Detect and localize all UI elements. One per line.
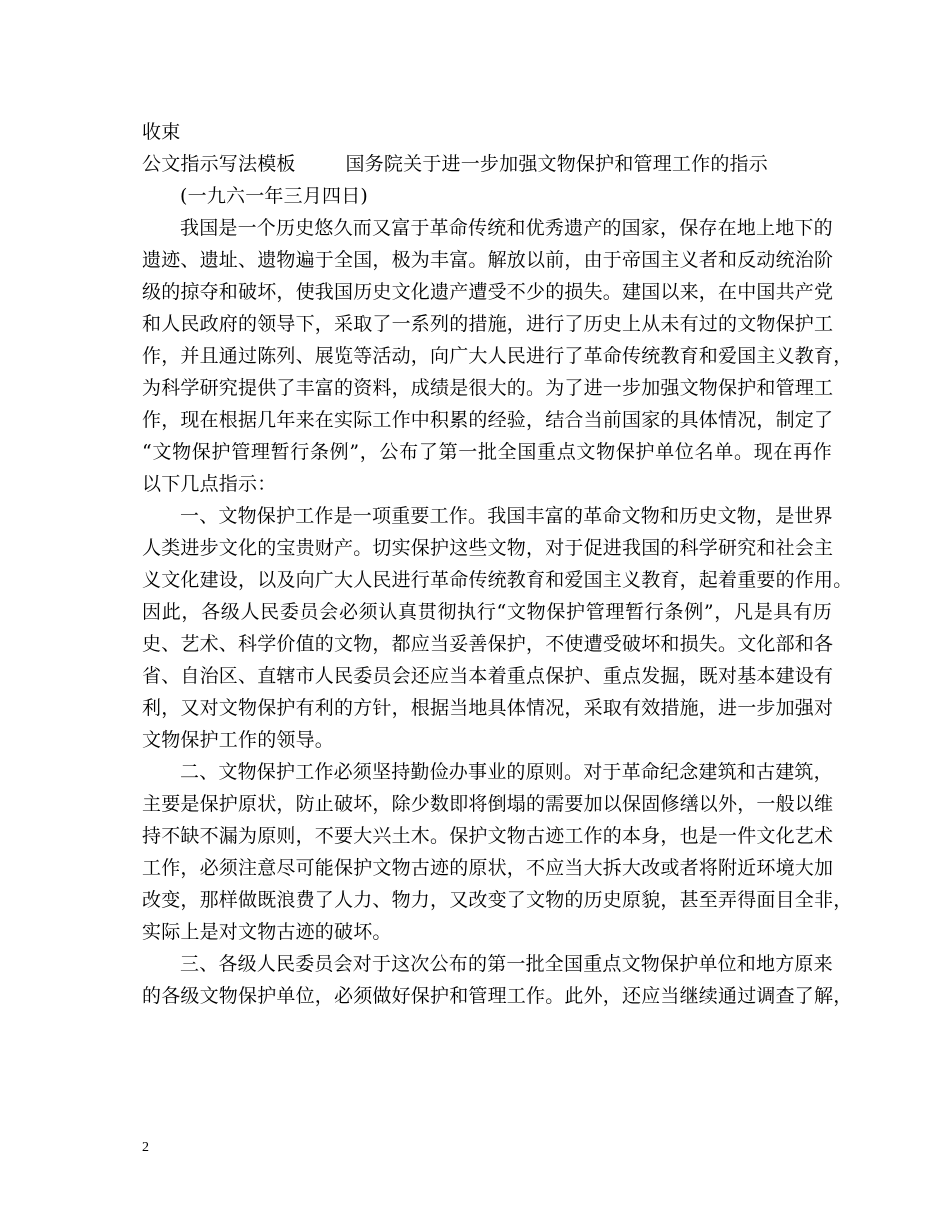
paragraph-line: 因此，各级人民委员会必须认真贯彻执行“文物保护管理暂行条例”，凡是具有历: [142, 601, 832, 623]
paragraph-line: 三、各级人民委员会对于这次公布的第一批全国重点文物保护单位和地方原来: [180, 953, 833, 975]
paragraph-line: 省、自治区、直辖市人民委员会还应当本着重点保护、重点发掘，既对基本建设有: [142, 665, 834, 687]
paragraph-line: 作，并且通过陈列、展览等活动，向广大人民进行了革命传统教育和爱国主义教育，: [142, 345, 853, 367]
paragraph-line: “文物保护管理暂行条例”，公布了第一批全国重点文物保护单位名单。现在再作: [142, 441, 832, 463]
document-date: (一九六一年三月四日): [180, 185, 369, 207]
paragraph-line: 史、艺术、科学价值的文物，都应当妥善保护，不使遭受破坏和损失。文化部和各: [142, 633, 834, 655]
paragraph-line: 主要是保护原状，防止破坏，除少数即将倒塌的需要加以保固修缮以外，一般以维: [142, 793, 834, 815]
paragraph-line: 利，又对文物保护有利的方针，根据当地具体情况，采取有效措施，进一步加强对: [142, 697, 834, 719]
paragraph-line: 人类进步文化的宝贵财产。切实保护这些文物，对于促进我国的科学研究和社会主: [142, 537, 834, 559]
paragraph-line: 和人民政府的领导下，采取了一系列的措施，进行了历史上从未有过的文物保护工: [142, 313, 834, 335]
paragraph-line: 工作，必须注意尽可能保护文物古迹的原状，不应当大拆大改或者将附近环境大加: [142, 857, 834, 879]
paragraph-line: 一、文物保护工作是一项重要工作。我国丰富的革命文物和历史文物，是世界: [180, 505, 833, 527]
paragraph-line: 改变，那样做既浪费了人力、物力，又改变了文物的历史原貌，甚至弄得面目全非，: [142, 889, 853, 911]
paragraph-line: 为科学研究提供了丰富的资料，成绩是很大的。为了进一步加强文物保护和管理工: [142, 377, 834, 399]
page-number: 2: [142, 1140, 149, 1155]
paragraph-line: 二、文物保护工作必须坚持勤俭办事业的原则。对于革命纪念建筑和古建筑，: [180, 761, 833, 783]
closing-label: 收束: [142, 121, 181, 143]
paragraph-line: 实际上是对文物古迹的破坏。: [142, 921, 392, 943]
paragraph-line: 遗迹、遗址、遗物遍于全国，极为丰富。解放以前，由于帝国主义者和反动统治阶: [142, 249, 834, 271]
paragraph-line: 义文化建设，以及向广大人民进行革命传统教育和爱国主义教育，起着重要的作用。: [142, 569, 853, 591]
paragraph-line: 的各级文物保护单位，必须做好保护和管理工作。此外，还应当继续通过调查了解，: [142, 985, 853, 1007]
document-title: 公文指示写法模板 国务院关于进一步加强文物保护和管理工作的指示: [142, 153, 768, 175]
document-body: [142, 116, 853, 1012]
paragraph-line: 作，现在根据几年来在实际工作中积累的经验，结合当前国家的具体情况，制定了: [142, 409, 834, 431]
paragraph-line: 以下几点指示：: [142, 473, 277, 495]
paragraph-line: 级的掠夺和破坏，使我国历史文化遗产遭受不少的损失。建国以来，在中国共产党: [142, 281, 834, 303]
paragraph-line: 我国是一个历史悠久而又富于革命传统和优秀遗产的国家，保存在地上地下的: [180, 217, 833, 239]
paragraph-line: 持不缺不漏为原则，不要大兴土木。保护文物古迹工作的本身，也是一件文化艺术: [142, 825, 834, 847]
paragraph-line: 文物保护工作的领导。: [142, 729, 335, 751]
